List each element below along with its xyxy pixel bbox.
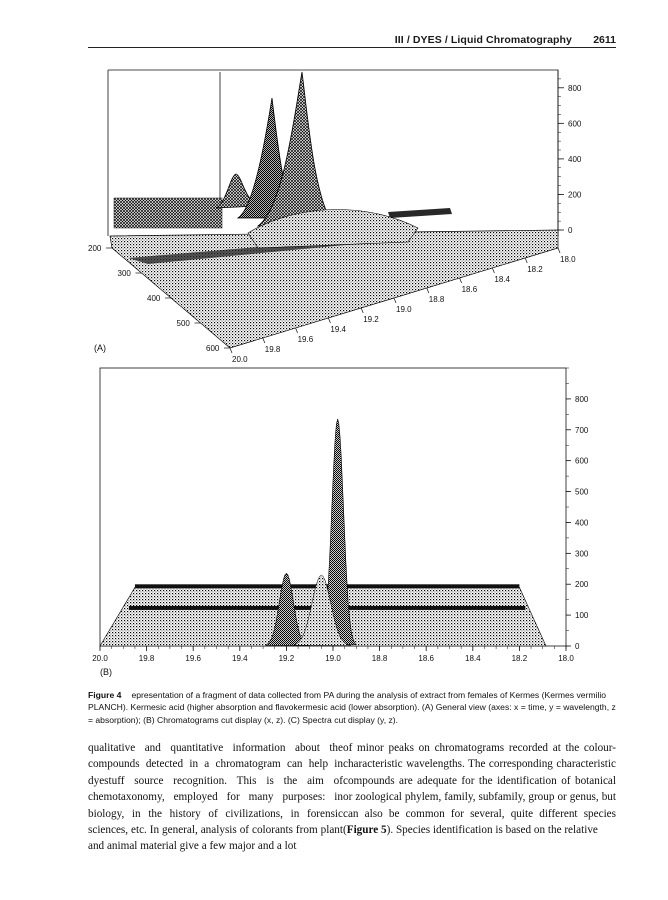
time-tick-label: 19.4: [330, 325, 346, 334]
time-tick-label: 20.0: [232, 355, 248, 364]
body-right-start: of minor peaks on chromatograms recorded at the colour-characteristic wavelengths. The corresponding characteristic compounds are adequate for the identification of botanical or zoological phylem, family, subfamily, group or genus, but can also be common for several, quite different species (: [343, 742, 616, 837]
z-tick-label: 0: [568, 226, 573, 235]
time-tick: [492, 268, 494, 273]
body-right-end: ). Species identification is based on the relative: [386, 824, 598, 837]
x-tick-label: 18.0: [558, 654, 574, 663]
y-tick-label: 0: [575, 642, 580, 651]
x-tick-label: 19.2: [278, 654, 295, 663]
wavelength-tick-label: 500: [176, 319, 190, 328]
x-tick-label: 18.6: [418, 654, 434, 663]
x-tick-label: 19.8: [138, 654, 155, 663]
time-tick: [460, 278, 462, 283]
figure-panel-a: [88, 58, 608, 364]
z-tick-label: 800: [568, 83, 582, 93]
time-tick: [296, 328, 298, 333]
time-tick-label: 19.2: [363, 315, 379, 324]
wavelength-tick-label: 600: [206, 344, 220, 353]
header-rule: [88, 47, 616, 48]
body-paragraph-right: [343, 740, 616, 838]
caption-text: epresentation of a fragment of data collected from PA during the analysis of extract from females of Kermes (Kermes vermilio PLANCH). Kermesic acid (higher absorption and flavokermesic acid (lower absorption). (A) General view (axes: x = time, y = wavelength, z = absorption); (B) Chromatograms cut display (x, z). (C) Spectra cut display (y, z).: [88, 690, 616, 725]
body-column-left: [88, 740, 343, 855]
z-axis-ticks: [558, 79, 582, 235]
time-tick: [328, 318, 330, 323]
page-number: 2611: [593, 34, 616, 46]
x-tick-label: 19.0: [325, 654, 341, 663]
z-tick-label: 200: [568, 190, 582, 200]
panel-a-label: (A): [94, 343, 106, 353]
time-tick-label: 18.6: [461, 285, 478, 294]
chromatogram-plot: [100, 419, 546, 646]
time-tick: [525, 258, 527, 263]
running-header: [88, 34, 616, 48]
body-column-right: [343, 740, 616, 838]
floor-band-2: [388, 208, 452, 218]
time-tick-label: 19.6: [297, 335, 314, 344]
header-title: III / DYES / Liquid Chromatography: [394, 34, 572, 46]
time-tick-label: 18.8: [428, 295, 445, 304]
time-tick: [230, 348, 232, 353]
z-tick-label: 400: [568, 154, 582, 164]
time-tick: [558, 248, 560, 253]
x-tick-label: 20.0: [92, 654, 108, 663]
wavelength-tick-label: 300: [117, 269, 131, 278]
figure-reference: Figure 5: [346, 824, 387, 837]
y-tick-label: 100: [575, 611, 589, 621]
time-tick-label: 19.0: [396, 305, 412, 314]
x-tick-label: 18.8: [371, 654, 388, 663]
x-tick-label: 18.2: [511, 654, 528, 663]
wall-grid: [114, 198, 222, 228]
x-tick-label: 18.4: [465, 654, 481, 663]
y-tick-label: 700: [575, 425, 589, 435]
body-paragraph-left: qualitative and quantitative information about the compounds detected in a chromatogram can help in dyestuff source recognition. This is the aim of chemotaxonomy, employed for many purposes: in biology, in the history of civilizations, in forensic sciences, etc. In general, analysis of colorants from plant and animal material give a few major and a lot: [88, 742, 343, 853]
x-tick-label: 19.6: [185, 654, 201, 663]
time-tick-label: 18.2: [527, 265, 543, 274]
y-tick-label: 300: [575, 549, 589, 559]
y-tick-label: 500: [575, 487, 589, 497]
y-tick-label: 600: [575, 456, 589, 466]
panel-b-label: (B): [100, 667, 112, 677]
figure-panel-b: [88, 362, 608, 680]
caption-label: Figure 4: [88, 690, 122, 700]
wavelength-tick-label: 200: [88, 244, 102, 253]
time-tick: [361, 308, 363, 313]
y-tick-label: 800: [575, 394, 589, 404]
time-tick: [394, 298, 396, 303]
y-tick-label: 400: [575, 518, 589, 528]
figure-caption: [88, 689, 616, 726]
x-tick-label: 19.4: [232, 654, 248, 663]
time-tick-label: 18.0: [560, 255, 576, 264]
time-tick: [427, 288, 429, 293]
y-tick-label: 200: [575, 580, 589, 590]
time-tick: [263, 338, 265, 343]
time-tick-label: 19.8: [264, 345, 281, 354]
z-tick-label: 600: [568, 119, 582, 129]
time-tick-label: 18.4: [494, 275, 510, 284]
wavelength-tick-label: 400: [147, 294, 161, 303]
